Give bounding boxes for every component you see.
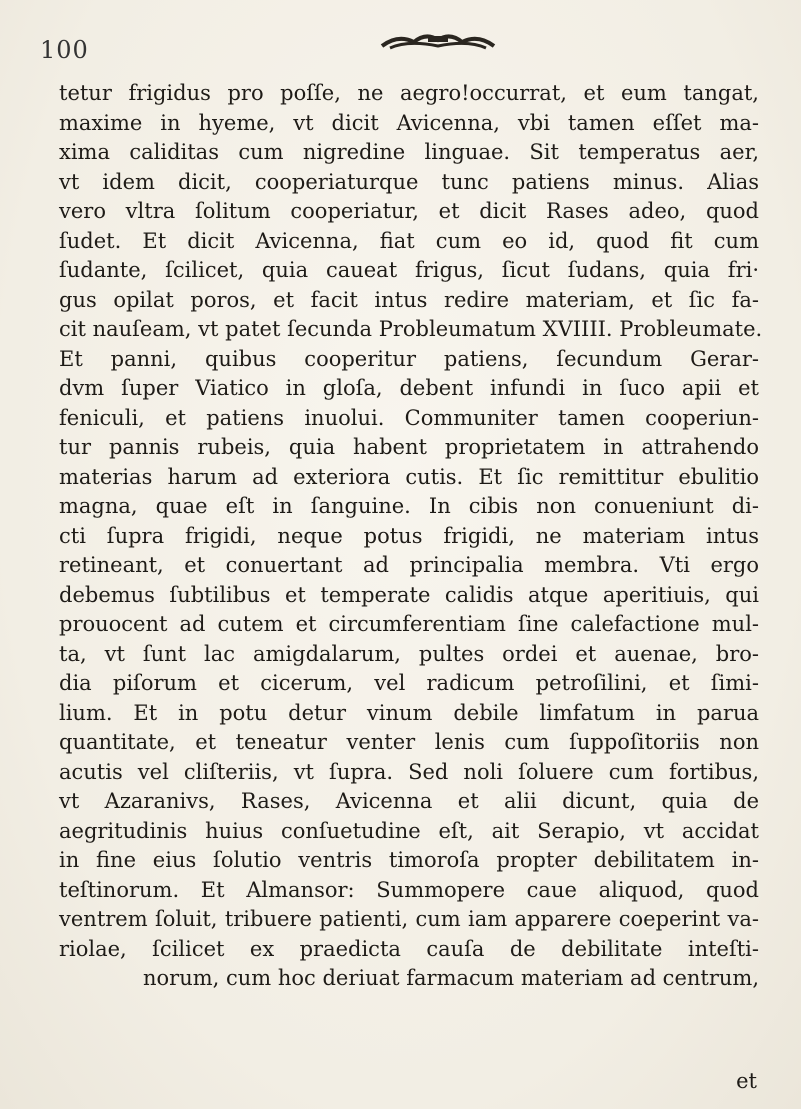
text-line: vt Azaranivs, Rases, Avicenna et alii dicunt, quia de — [59, 789, 759, 813]
page-header — [30, 22, 771, 72]
text-line: ta, vt ſunt lac amigdalarum, pultes ordei et auenae, bro- — [59, 641, 759, 666]
page-number: 100 — [40, 36, 89, 64]
text-line: feniculi, et patiens inuolui. Communiter tamen cooperiun- — [59, 405, 759, 430]
text-line: materias harum ad exteriora cutis. Et ſic remittitur ebulitio — [59, 464, 759, 489]
text-line: tetur frigidus pro poſſe, ne aegro!occurrat, et eum tangat, — [59, 81, 759, 105]
text-line: Et panni, quibus cooperitur patiens, ſecundum Gerar- — [59, 346, 759, 371]
text-line: maxime in hyeme, vt dicit Avicenna, vbi tamen eſſet ma- — [59, 110, 759, 135]
text-line: aegritudinis huius conſuetudine eſt, ait Serapio, vt accidat — [59, 818, 759, 843]
text-line: vero vltra ſolitum cooperiatur, et dicit Rases adeo, quod — [59, 199, 759, 223]
text-line: riolae, ſcilicet ex praedicta cauſa de debilitate inteſti- — [59, 936, 759, 961]
text-line: lium. Et in potu detur vinum debile limfatum in parua — [59, 700, 759, 725]
text-line: ſudet. Et dicit Avicenna, fiat cum eo id, quod fit cum — [59, 228, 759, 253]
text-line: ventrem ſoluit, tribuere patienti, cum iam apparere coeperint va- — [59, 907, 759, 931]
text-line: vt idem dicit, cooperiaturque tunc patiens minus. Alias — [59, 169, 759, 194]
text-line: retineant, et conuertant ad principalia membra. Vti ergo — [59, 553, 759, 577]
text-line: cit nauſeam, vt patet ſecunda Probleumatum XVIIII. Probleumate. — [59, 317, 763, 341]
text-line: acutis vel cliſteriis, vt ſupra. Sed noli ſoluere cum fortibus, — [59, 759, 759, 784]
text-line: dvm ſuper Viatico in gloſa, debent infundi in ſuco apii et — [59, 376, 759, 400]
text-line: tur pannis rubeis, quia habent proprietatem in attrahendo — [59, 435, 759, 459]
text-line: quantitate, et teneatur venter lenis cum ſuppoſitoriis non — [59, 730, 759, 754]
text-line: ſudante, ſcilicet, quia caueat frigus, ſicut ſudans, quia fri· — [59, 258, 759, 282]
text-line: debemus ſubtilibus et temperate calidis atque aperitiuis, qui — [59, 582, 759, 607]
text-line: norum, cum hoc deriuat farmacum materiam ad centrum, — [142, 966, 759, 990]
text-line: gus opilat poros, et facit intus redire materiam, et ſic fa- — [59, 287, 759, 312]
text-line: dia piſorum et cicerum, vel radicum petroſilini, et ſimi- — [59, 671, 759, 695]
text-line: magna, quae eſt in ſanguine. In cibis non conueniunt di- — [59, 494, 759, 518]
catchword: et — [736, 1069, 757, 1093]
text-line: xima caliditas cum nigredine linguae. Sit temperatus aer, — [59, 140, 759, 164]
printer-ornament-icon — [378, 30, 498, 52]
text-line: teſtinorum. Et Almansor: Summopere caue aliquod, quod — [59, 877, 759, 902]
text-line: prouocent ad cutem et circumferentiam ſine calefactione mul- — [59, 612, 759, 636]
text-line: in fine eius ſolutio ventris timoroſa propter debilitatem in- — [59, 848, 759, 872]
text-line: cti ſupra frigidi, neque potus frigidi, ne materiam intus — [59, 523, 759, 548]
body-text — [59, 79, 763, 994]
